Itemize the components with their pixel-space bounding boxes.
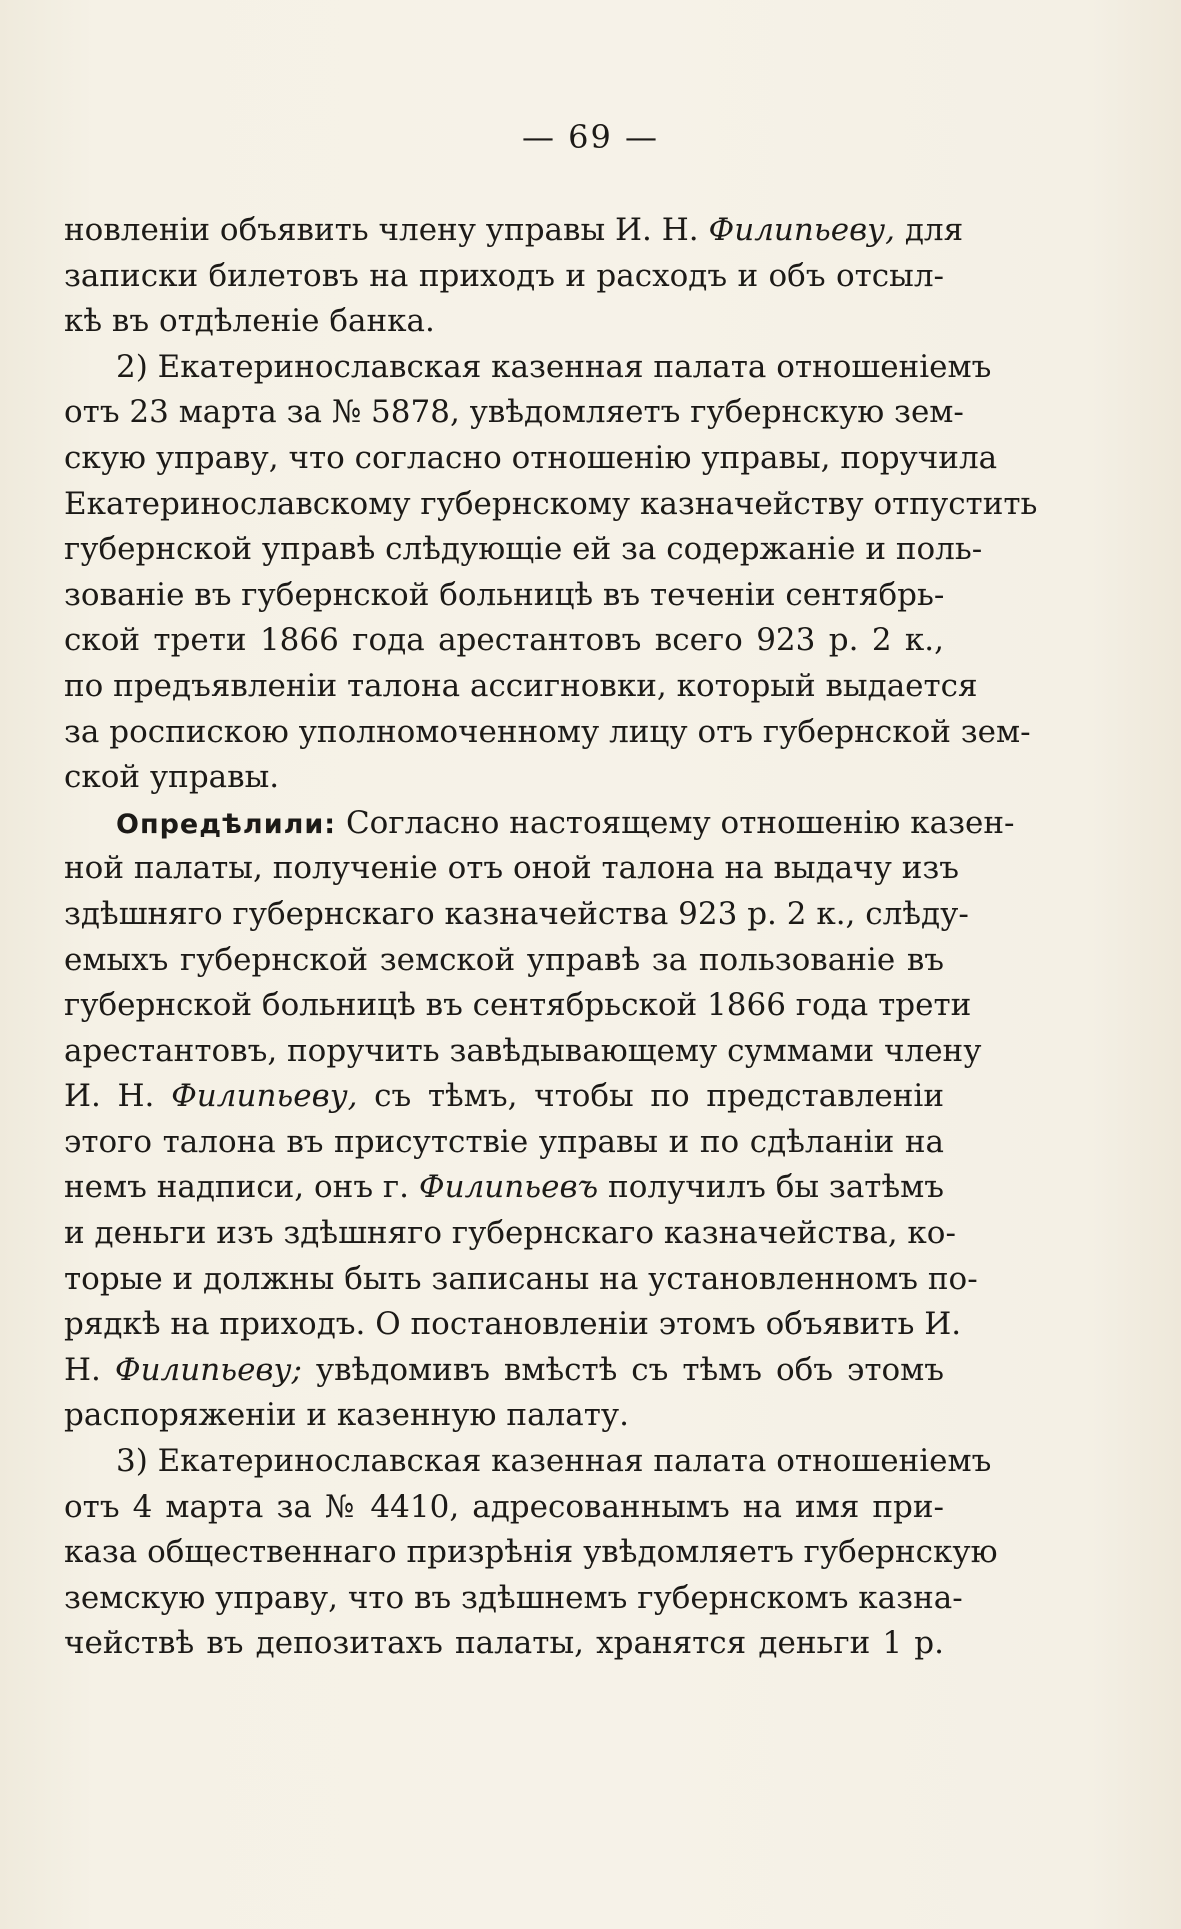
- text-line: [64, 527, 983, 573]
- text-line: [64, 1576, 963, 1622]
- text-line: [64, 1302, 962, 1348]
- text-line: [64, 1074, 944, 1120]
- text-line: [64, 254, 944, 300]
- section-lead: Опредѣлили:: [116, 808, 337, 840]
- text-line: [64, 1393, 944, 1439]
- body-text: [64, 208, 1038, 1667]
- line-tail: получилъ бы затѣмъ: [598, 1169, 944, 1206]
- line-text: ской трети 1866 года арестантовъ всего 923 р. 2 к.,: [64, 622, 944, 659]
- line-text: торые и должны быть записаны на установленномъ по-: [64, 1260, 978, 1297]
- line-text: 3) Екатеринославская казенная палата отношеніемъ: [116, 1443, 992, 1480]
- line-text: чействѣ въ депозитахъ палаты, хранятся деньги 1 р.: [64, 1625, 944, 1662]
- line-tail: съ тѣмъ, чтобы по представленіи: [357, 1078, 944, 1115]
- text-line: [64, 755, 944, 801]
- line-text: и деньги изъ здѣшняго губернскаго казначейства, ко-: [64, 1215, 956, 1252]
- text-line: [64, 664, 978, 710]
- line-tail: увѣдомивъ вмѣстѣ съ тѣмъ объ этомъ: [301, 1351, 944, 1388]
- text-line: [64, 938, 944, 984]
- text-line: [64, 1029, 982, 1075]
- line-text: отъ 23 марта за № 5878, увѣдомляетъ губернскую зем-: [64, 394, 964, 431]
- line-text: 2) Екатеринославская казенная палата отношеніемъ: [116, 348, 992, 385]
- italic-name: Филипьеву;: [114, 1351, 302, 1388]
- line-text: распоряженіи и казенную палату.: [64, 1397, 629, 1434]
- line-text: рядкѣ на приходъ. О постановленіи этомъ объявить И.: [64, 1306, 962, 1343]
- line-text: кѣ въ отдѣленіе банка.: [64, 303, 435, 340]
- line-text: губернской больницѣ въ сентябрьской 1866 года трети: [64, 987, 972, 1024]
- text-line: [64, 1621, 944, 1667]
- italic-name: Филипьеву,: [171, 1078, 358, 1115]
- text-line: [64, 801, 1015, 847]
- italic-name: Филипьеву,: [708, 212, 895, 248]
- page-number: — 69 —: [521, 118, 660, 156]
- text-line: [64, 710, 1031, 756]
- line-text: Согласно настоящему отношенію казен-: [336, 804, 1015, 841]
- text-line: [64, 436, 998, 482]
- line-text: Н.: [64, 1351, 115, 1388]
- text-line: [64, 390, 964, 436]
- line-text: ской управы.: [64, 759, 280, 796]
- text-line: [64, 482, 1038, 528]
- text-line: [64, 1120, 944, 1166]
- text-line: [64, 1439, 992, 1485]
- line-text: емыхъ губернской земской управѣ за пользованіе въ: [64, 941, 944, 978]
- text-line: [64, 1485, 944, 1531]
- line-tail: для: [894, 212, 964, 248]
- text-line: [64, 208, 964, 254]
- line-text: этого талона въ присутствіе управы и по сдѣланіи на: [64, 1123, 944, 1160]
- text-line: [64, 1530, 998, 1576]
- line-text: за роспискою уполномоченному лицу отъ губернской зем-: [64, 713, 1031, 750]
- text-line: [64, 345, 992, 391]
- text-line: [64, 299, 944, 345]
- line-text: ной палаты, полученіе отъ оной талона на выдачу изъ: [64, 850, 960, 887]
- text-line: [64, 846, 960, 892]
- text-line: [64, 1257, 978, 1303]
- text-line: [64, 983, 972, 1029]
- line-text: арестантовъ, поручить завѣдывающему суммами члену: [64, 1032, 982, 1069]
- line-text: здѣшняго губернскаго казначейства 923 р. 2 к., слѣду-: [64, 895, 969, 932]
- line-text: каза общественнаго призрѣнія увѣдомляетъ губернскую: [64, 1534, 998, 1571]
- line-text: немъ надписи, онъ г.: [64, 1169, 419, 1206]
- line-text: зованіе въ губернской больницѣ въ теченіи сентябрь-: [64, 576, 945, 613]
- text-line: [64, 573, 944, 619]
- text-line: [64, 618, 944, 664]
- line-text: по предъявленіи талона ассигновки, который выдается: [64, 667, 978, 704]
- line-text: новленіи объявить члену управы И. Н.: [64, 212, 709, 248]
- line-text: земскую управу, что въ здѣшнемъ губернскомъ казна-: [64, 1579, 963, 1616]
- line-text: губернской управѣ слѣдующіе ей за содержаніе и поль-: [64, 531, 983, 568]
- text-line: [64, 1165, 944, 1211]
- text-line: [64, 1211, 956, 1257]
- line-text: Екатеринославскому губернскому казначейству отпустить: [64, 485, 1038, 522]
- line-text: скую управу, что согласно отношенію управы, поручила: [64, 439, 998, 476]
- line-text: отъ 4 марта за № 4410, адресованнымъ на имя при-: [64, 1488, 944, 1525]
- line-text: записки билетовъ на приходъ и расходъ и объ отсыл-: [64, 257, 944, 294]
- text-line: [64, 1348, 944, 1394]
- italic-name: Филипьевъ: [418, 1169, 599, 1206]
- text-line: [64, 892, 969, 938]
- line-text: И. Н.: [64, 1078, 172, 1115]
